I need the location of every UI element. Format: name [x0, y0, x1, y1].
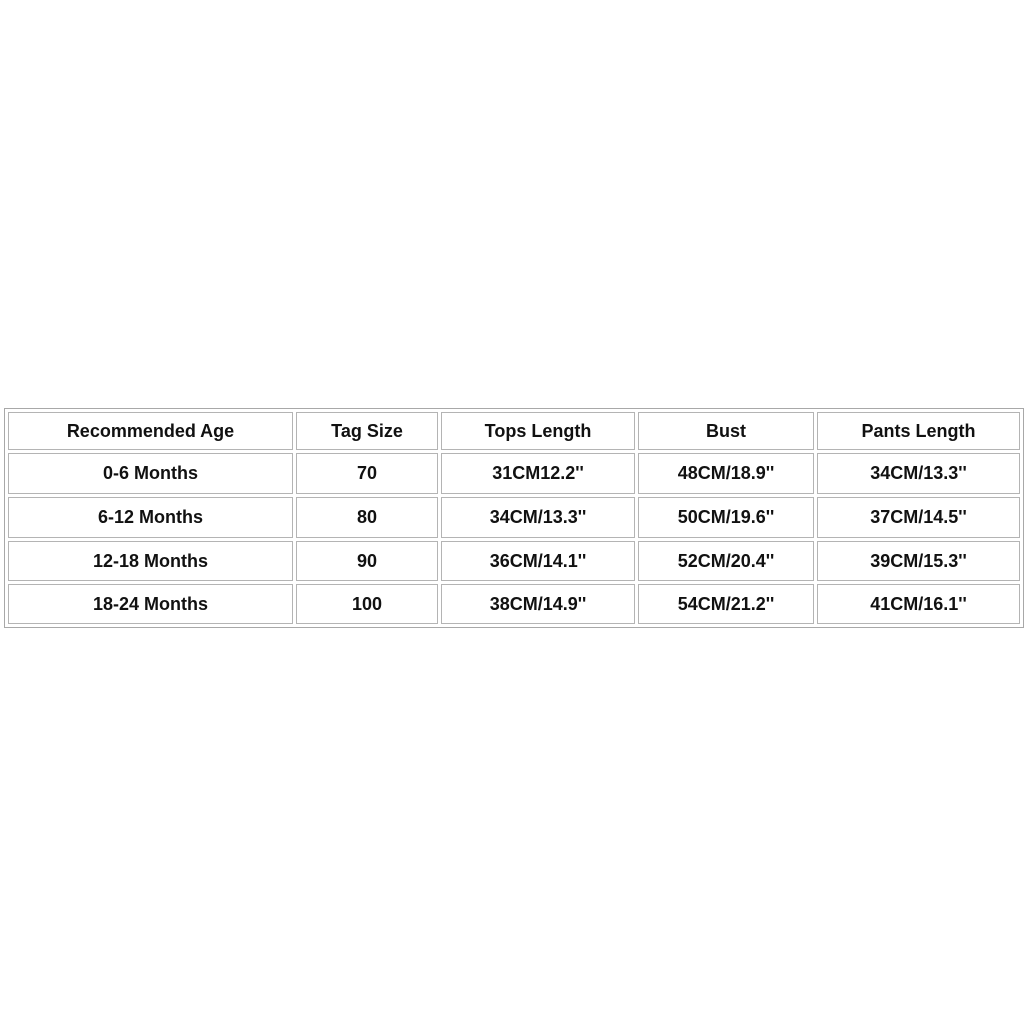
cell-pants-length: 37CM/14.5'' — [817, 497, 1020, 538]
cell-pants-length: 39CM/15.3'' — [817, 541, 1020, 581]
cell-tops-length: 38CM/14.9'' — [441, 584, 635, 624]
cell-tag-size: 70 — [296, 453, 438, 494]
cell-tops-length: 34CM/13.3'' — [441, 497, 635, 538]
cell-bust: 54CM/21.2'' — [638, 584, 814, 624]
header-bust: Bust — [638, 412, 814, 450]
table-row — [8, 497, 1020, 538]
cell-tag-size: 100 — [296, 584, 438, 624]
cell-tops-length: 36CM/14.1'' — [441, 541, 635, 581]
cell-recommended-age: 0-6 Months — [8, 453, 293, 494]
cell-recommended-age: 6-12 Months — [8, 497, 293, 538]
table-row — [8, 453, 1020, 494]
cell-recommended-age: 18-24 Months — [8, 584, 293, 624]
cell-pants-length: 34CM/13.3'' — [817, 453, 1020, 494]
size-chart-table — [4, 408, 1024, 628]
cell-recommended-age: 12-18 Months — [8, 541, 293, 581]
cell-tops-length: 31CM12.2'' — [441, 453, 635, 494]
header-tops-length: Tops Length — [441, 412, 635, 450]
header-recommended-age: Recommended Age — [8, 412, 293, 450]
cell-bust: 52CM/20.4'' — [638, 541, 814, 581]
cell-tag-size: 90 — [296, 541, 438, 581]
table-row — [8, 584, 1020, 624]
table-header-row — [8, 412, 1020, 450]
cell-pants-length: 41CM/16.1'' — [817, 584, 1020, 624]
cell-bust: 50CM/19.6'' — [638, 497, 814, 538]
cell-bust: 48CM/18.9'' — [638, 453, 814, 494]
header-tag-size: Tag Size — [296, 412, 438, 450]
header-pants-length: Pants Length — [817, 412, 1020, 450]
cell-tag-size: 80 — [296, 497, 438, 538]
table-row — [8, 541, 1020, 581]
